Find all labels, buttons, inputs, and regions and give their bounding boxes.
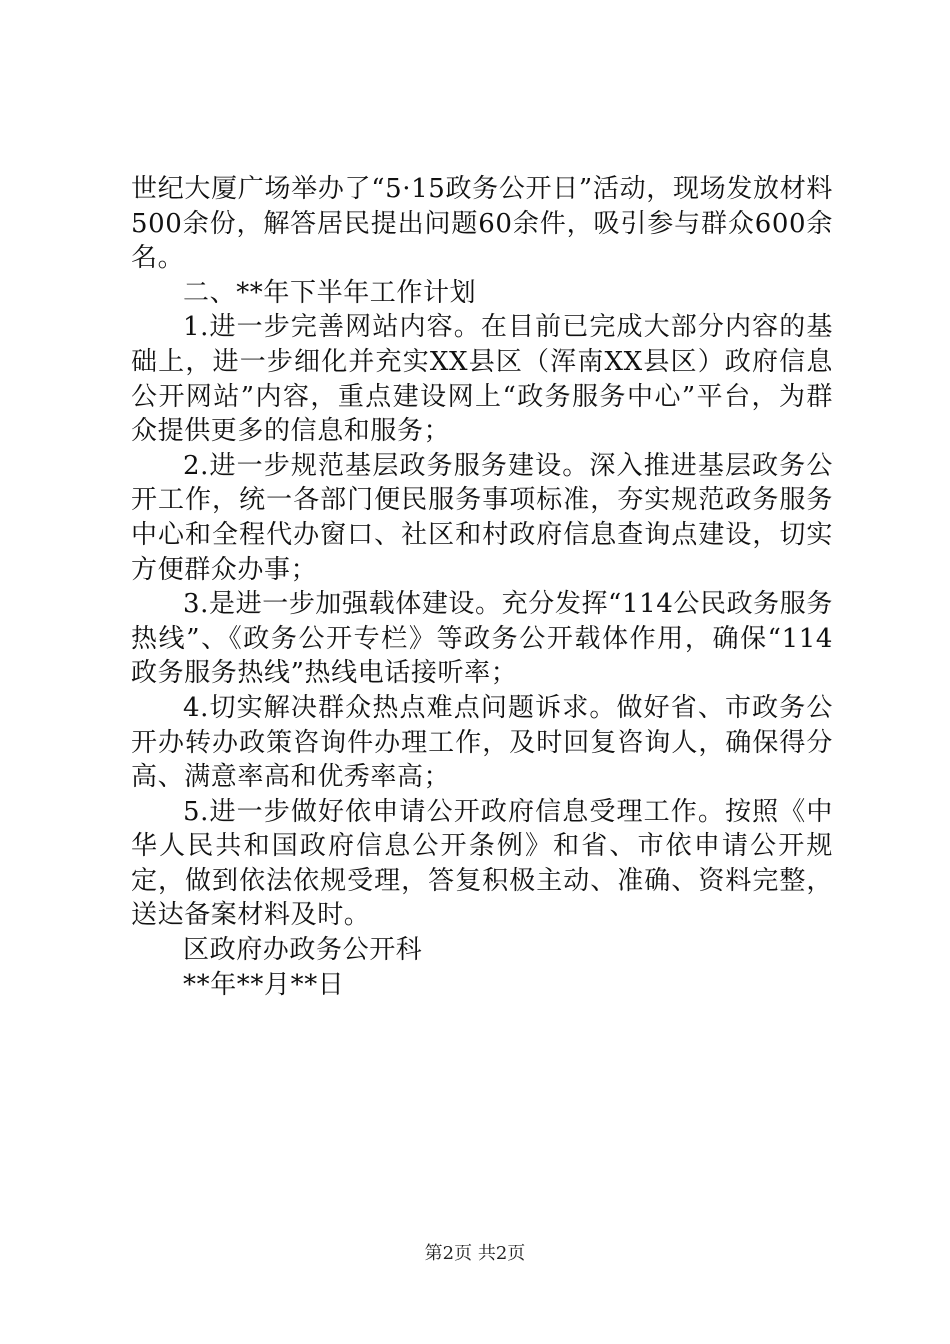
page-number-footer: 第2页 共2页: [424, 1243, 526, 1264]
plan-item-3: 3.是进一步加强载体建设。充分发挥“114公民政务服务热线”、《政务公开专栏》等政务公开载体作用，确保“114政务服务热线”热线电话接听率；: [131, 589, 833, 689]
paragraph-continuation: 世纪大厦广场举办了“5·15政务公开日”活动，现场发放材料500余份，解答居民提出问题60余件，吸引参与群众600余名。: [131, 174, 833, 274]
section-heading-plan: 二、**年下半年工作计划: [183, 277, 477, 308]
signature-date: **年**月**日: [183, 969, 345, 1000]
document-body: [131, 172, 833, 1002]
plan-item-5: 5.进一步做好依申请公开政府信息受理工作。按照《中华人民共和国政府信息公开条例》和省、市依申请公开规定，做到依法依规受理，答复积极主动、准确、资料完整，送达备案材料及时。: [131, 796, 833, 931]
plan-item-4: 4.切实解决群众热点难点问题诉求。做好省、市政务公开办转办政策咨询件办理工作，及时回复咨询人，确保得分高、满意率高和优秀率高；: [131, 692, 833, 793]
signature-office: 区政府办政务公开科: [183, 935, 423, 966]
plan-item-1: 1.进一步完善网站内容。在目前已完成大部分内容的基础上，进一步细化并充实XX县区（浑南XX县区）政府信息公开网站”内容，重点建设网上“政务服务中心”平台，为群众提供更多的信息和服务；: [131, 312, 833, 447]
plan-item-2: 2.进一步规范基层政务服务建设。深入推进基层政务公开工作，统一各部门便民服务事项标准，夯实规范政务服务中心和全程代办窗口、社区和村政府信息查询点建设，切实方便群众办事；: [131, 450, 833, 585]
